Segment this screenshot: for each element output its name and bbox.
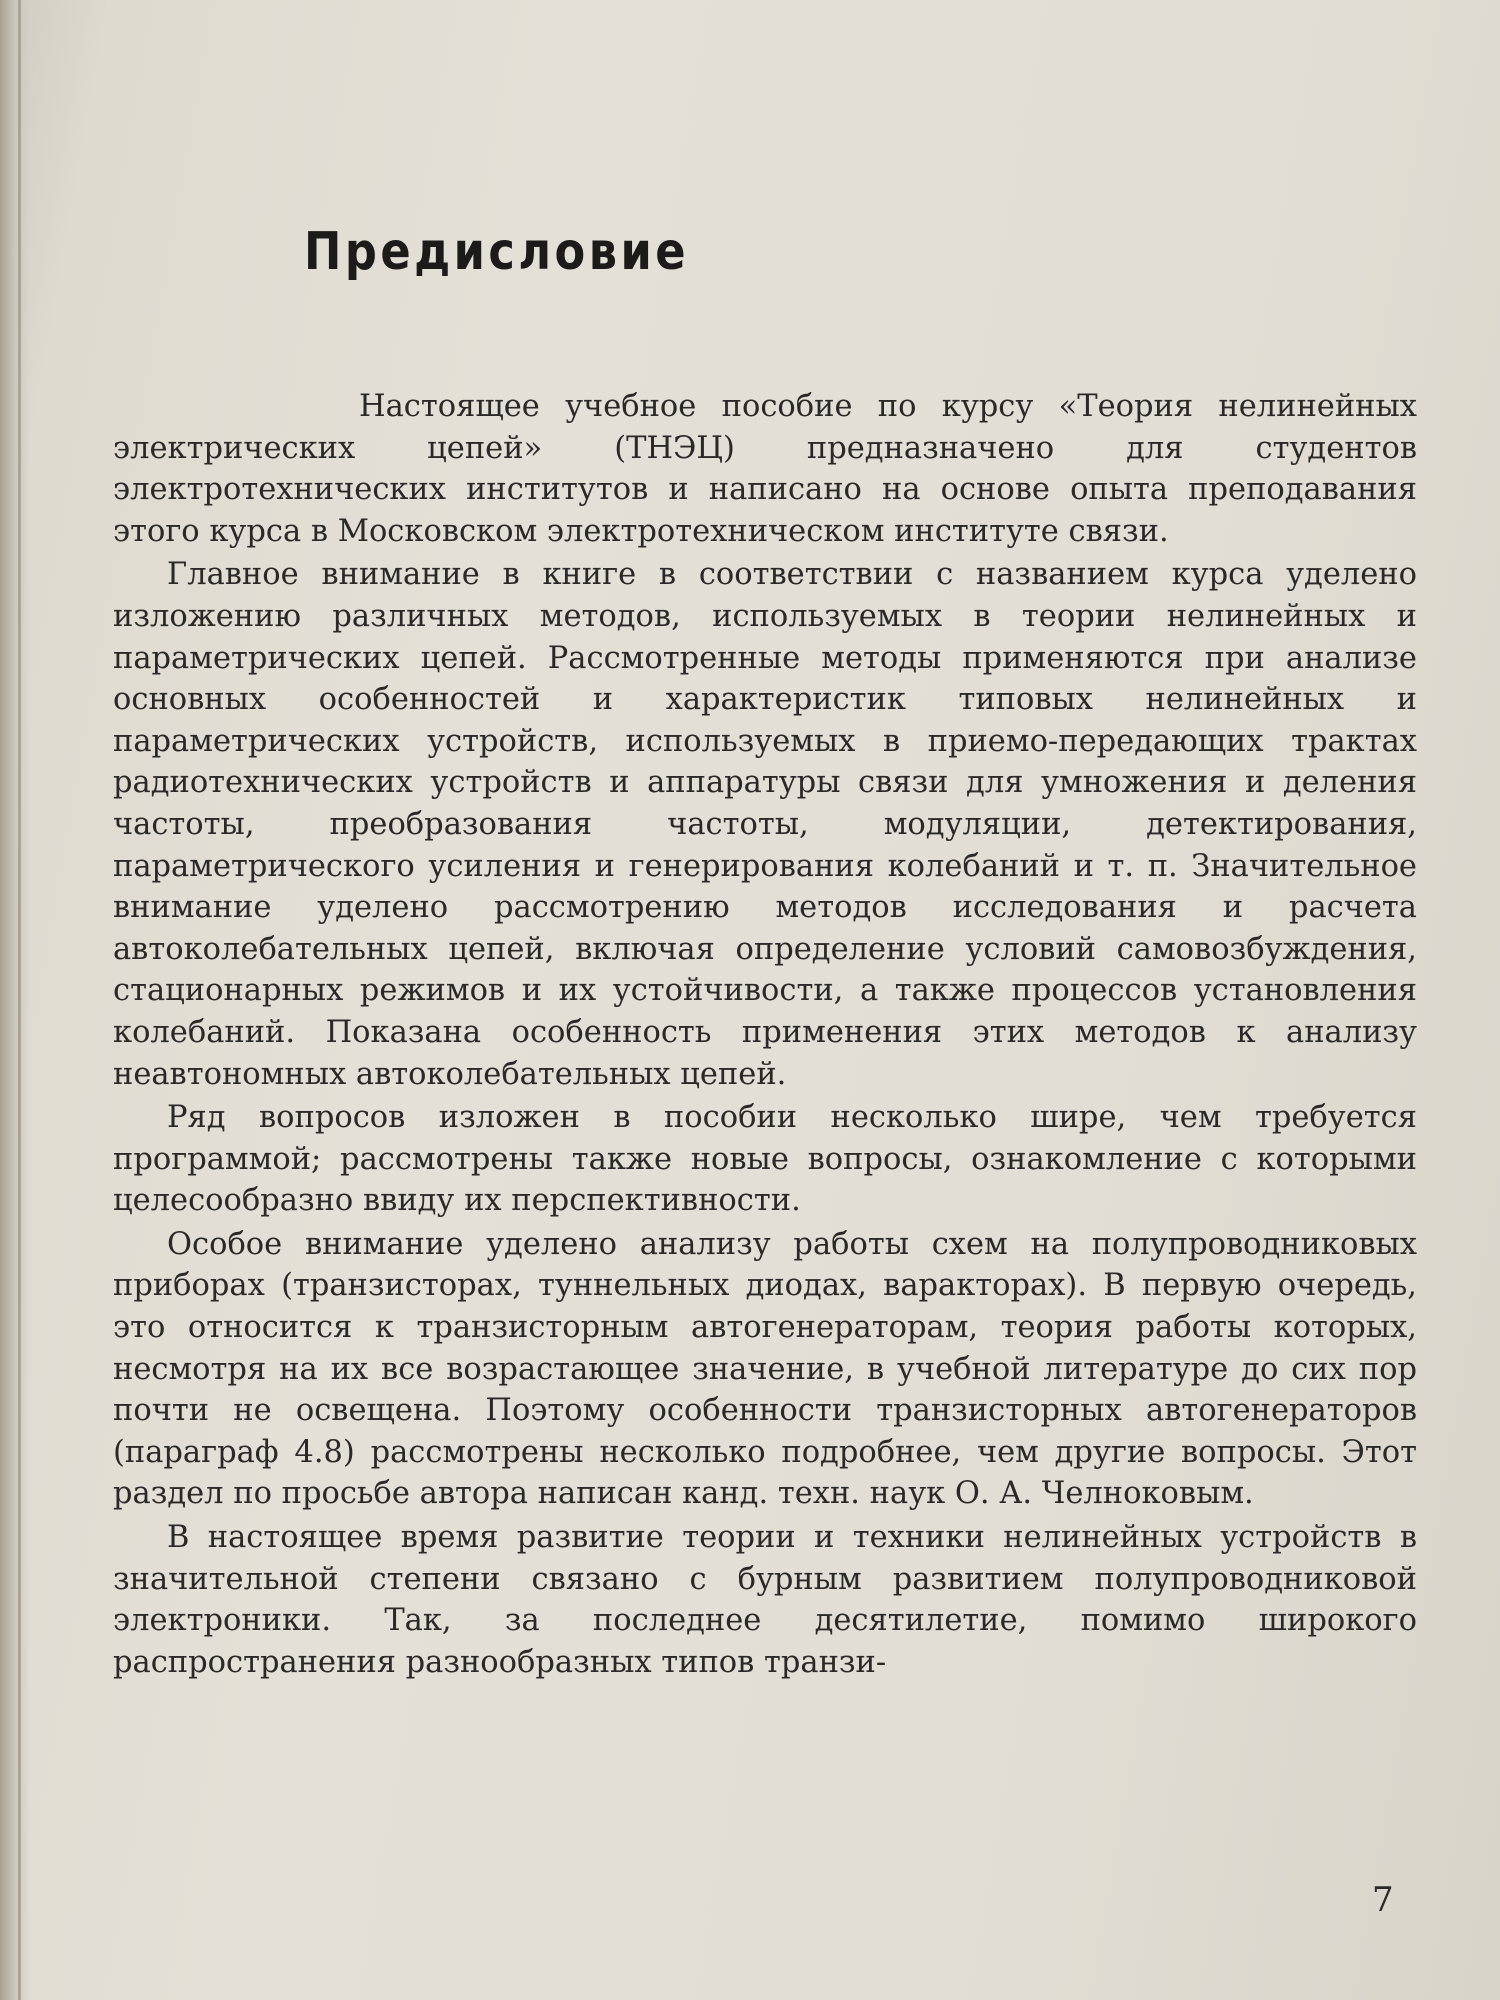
paragraph-present-time: В настоящее время развитие теории и техники нелинейных устройств в значительной степени связано с бурным развитием полупроводниковой электроники. Так, за последнее десятилетие, помимо широкого распространения разнообразных типов транзи- — [113, 1520, 1417, 1680]
paragraph-methods: Главное внимание в книге в соответствии с названием курса уделено изложению различных методов, используемых в теории нелинейных и параметрических цепей. Рассмотренные методы применяются при анализе основных особенностей и характеристик типовых нелинейных и параметрических устройств, используемых в приемо-передающих трактах радиотехнических устройств и аппаратуры связи для умножения и деления частоты, преобразования частоты, модуляции, детектирования, параметрического усиления и генерирования колебаний и т. п. Значительное внимание уделено рассмотрению методов исследования и расчета автоколебательных цепей, включая определение условий самовозбуждения, стационарных режимов и их устойчивости, а также процессов установления колебаний. Показана особенность применения этих методов к анализу неавтономных автоколебательных цепей. — [113, 557, 1417, 1092]
book-spine-shadow — [0, 0, 30, 2000]
preface-body — [113, 386, 1417, 1683]
page-title: Предисловие — [304, 222, 690, 282]
book-spine-edge — [18, 0, 21, 2000]
paragraph-intro: Настоящее учебное пособие по курсу «Теория нелинейных электрических цепей» (ТНЭЦ) предназначено для студентов электротехнических институтов и написано на основе опыта преподавания этого курса в Московском электротехническом институте связи. — [113, 389, 1417, 549]
page-number: 7 — [1372, 1880, 1394, 1920]
paragraph-scope: Ряд вопросов изложен в пособии несколько шире, чем требуется программой; рассмотрены также новые вопросы, ознакомление с которыми целесообразно ввиду их перспективности. — [113, 1100, 1417, 1219]
paragraph-semiconductors: Особое внимание уделено анализу работы схем на полупроводниковых приборах (транзисторах, туннельных диодах, варакторах). В первую очередь, это относится к транзисторным автогенераторам, теория работы которых, несмотря на их все возрастающее значение, в учебной литературе до сих пор почти не освещена. Поэтому особенности транзисторных автогенераторов (параграф 4.8) рассмотрены несколько подробнее, чем другие вопросы. Этот раздел по просьбе автора написан канд. техн. наук О. А. Челноковым. — [113, 1226, 1417, 1512]
